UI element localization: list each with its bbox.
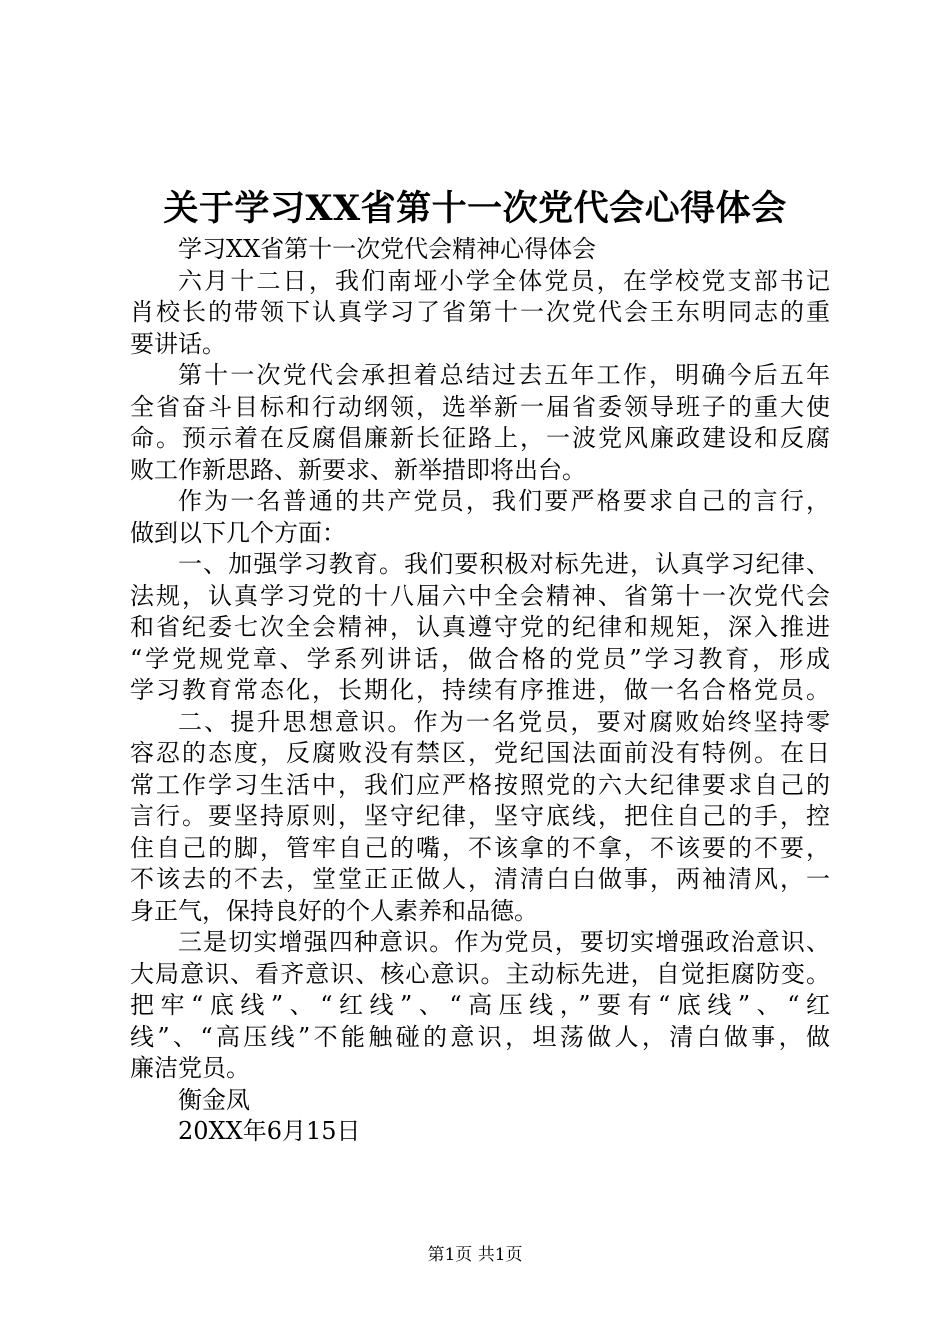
text-line: 和省纪委七次全会精神，认真遵守党的纪律和规矩，深入推进 xyxy=(130,613,830,641)
text-line: 身正气，保持良好的个人素养和品德。 xyxy=(130,896,538,925)
text-line: 第十一次党代会承担着总结过去五年工作，明确今后五年 xyxy=(178,361,830,389)
page-footer: 第1页 共1页 xyxy=(427,1245,523,1265)
text-line: 败工作新思路、新要求、新举措即将出台。 xyxy=(130,455,586,484)
text-line: 不该去的不去，堂堂正正做人，清清白白做事，两袖清风，一 xyxy=(130,865,830,893)
document-title: 关于学习XX省第十一次党代会心得体会 xyxy=(163,188,787,229)
text-line: 作为一名普通的共产党员，我们要严格要求自己的言行， xyxy=(178,487,830,515)
text-line: “学党规党章、学系列讲话，做合格的党员”学习教育，形成 xyxy=(130,644,830,673)
text-line: 容忍的态度，反腐败没有禁区，党纪国法面前没有特例。在日 xyxy=(130,739,830,767)
text-line: 六月十二日，我们南垭小学全体党员，在学校党支部书记 xyxy=(178,266,830,295)
document-body xyxy=(130,234,830,1148)
text-line: 把牢“底线”、“红线”、“高压线，”要有“底线”、“红 xyxy=(130,991,830,1019)
text-line: 三是切实增强四种意识。作为党员，要切实增强政治意识、 xyxy=(178,928,830,956)
text-line: 住自己的脚，管牢自己的嘴，不该拿的不拿，不该要的不要， xyxy=(130,833,830,862)
text-line: 要讲话。 xyxy=(130,329,226,358)
text-line: 大局意识、看齐意识、核心意识。主动标先进，自觉拒腐防变。 xyxy=(130,959,830,988)
text-line: 一、加强学习教育。我们要积极对标先进，认真学习纪律、 xyxy=(178,550,830,578)
text-line: 言行。要坚持原则，坚守纪律，坚守底线，把住自己的手，控 xyxy=(130,802,830,830)
text-line: 常工作学习生活中，我们应严格按照党的六大纪律要求自己的 xyxy=(130,770,830,799)
text-line: 20XX年6月15日 xyxy=(178,1117,361,1145)
text-line: 衡金凤 xyxy=(178,1085,250,1114)
text-line: 廉洁党员。 xyxy=(130,1054,250,1082)
text-line: 做到以下几个方面： xyxy=(130,518,346,547)
text-line: 线”、“高压线”不能触碰的意识，坦荡做人，清白做事，做 xyxy=(130,1022,830,1051)
text-line: 法规，认真学习党的十八届六中全会精神、省第十一次党代会 xyxy=(130,581,830,610)
text-line: 命。预示着在反腐倡廉新长征路上，一波党风廉政建设和反腐 xyxy=(130,424,830,452)
text-line: 学习XX省第十一次党代会精神心得体会 xyxy=(178,235,597,263)
text-line: 学习教育常态化，长期化，持续有序推进，做一名合格党员。 xyxy=(130,676,830,704)
text-line: 全省奋斗目标和行动纲领，选举新一届省委领导班子的重大使 xyxy=(130,392,830,421)
text-line: 肖校长的带领下认真学习了省第十一次党代会王东明同志的重 xyxy=(130,298,830,326)
text-line: 二、提升思想意识。作为一名党员，要对腐败始终坚持零 xyxy=(178,707,830,736)
